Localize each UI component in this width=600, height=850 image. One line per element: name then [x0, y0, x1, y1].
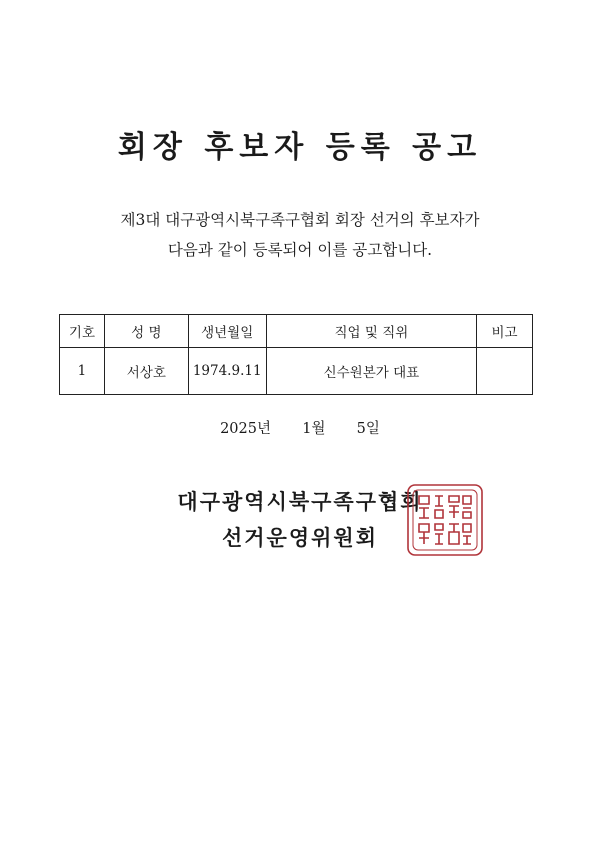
candidate-table: [59, 314, 533, 395]
date-day: 5일: [356, 421, 380, 437]
cell-remarks: [477, 348, 533, 395]
issuer-line-2: 선거운영위원회: [221, 525, 378, 550]
cell-birthdate: 1974.9.11: [188, 348, 266, 395]
cell-occupation: 신수원본가 대표: [266, 348, 476, 395]
header-name: 성 명: [104, 315, 188, 348]
table-row: [60, 348, 533, 395]
official-seal-icon: [405, 482, 485, 558]
announcement-date: [0, 417, 600, 438]
issuer-line-1: 대구광역시북구족구협회: [177, 489, 423, 514]
cell-number: 1: [60, 348, 105, 395]
header-birthdate: 생년월일: [188, 315, 266, 348]
table-header-row: [60, 315, 533, 348]
date-year: 2025년: [220, 421, 271, 437]
header-remarks: 비고: [477, 315, 533, 348]
body-line-2: 다음과 같이 등록되어 이를 공고합니다.: [167, 241, 433, 259]
document-title: 회장 후보자 등록 공고: [117, 130, 483, 165]
announcement-body: [0, 205, 600, 265]
header-occupation: 직업 및 직위: [266, 315, 476, 348]
cell-name: 서상호: [104, 348, 188, 395]
body-line-1: 제3대 대구광역시북구족구협회 회장 선거의 후보자가: [120, 211, 480, 229]
date-month: 1월: [302, 421, 326, 437]
issuer-block: [0, 484, 600, 556]
header-number: 기호: [60, 315, 105, 348]
